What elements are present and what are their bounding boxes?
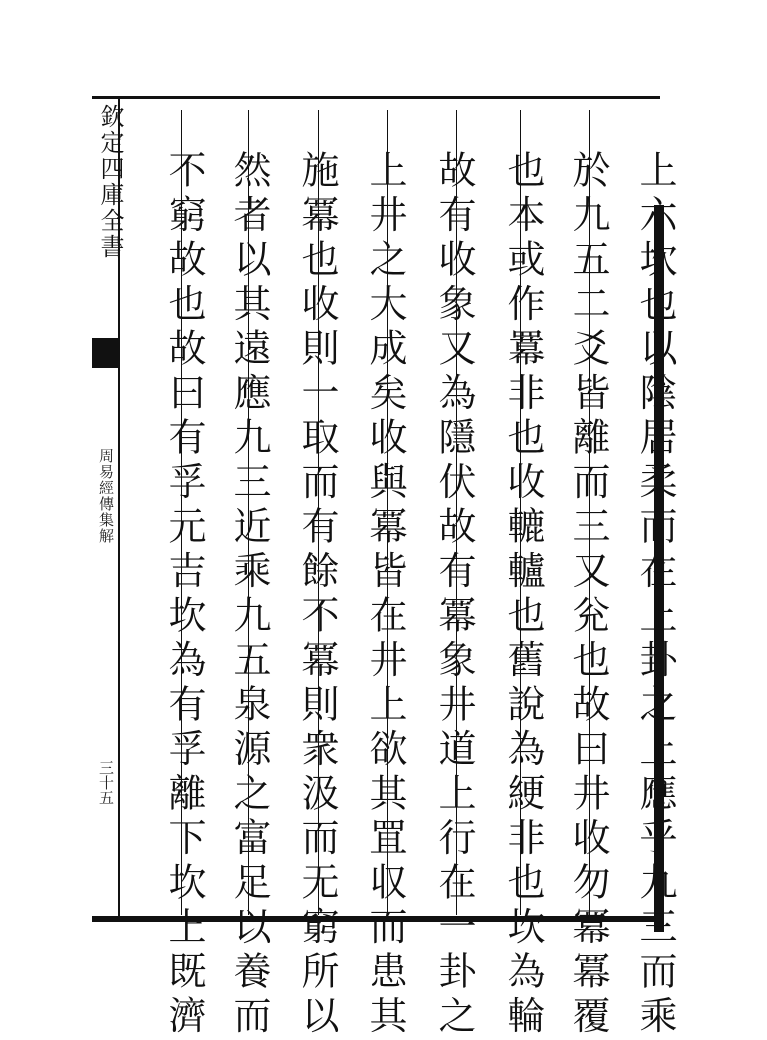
text-column-5: 上井之大成矣收與冪皆在井上欲其罝収而患其 xyxy=(363,150,407,1040)
page-number: 三十五 xyxy=(97,760,115,805)
text-column-3: 也本或作羃非也收轆轤也舊說為綆非也坎為輪 xyxy=(501,150,545,1040)
text-column-6: 施冪也收則一取而有餘不冪則衆汲而无窮所以 xyxy=(295,150,339,1040)
text-column-2: 於九五二爻皆離而三又兊也故曰井收勿冪冪覆 xyxy=(566,150,610,1040)
chapter-title: 周易經傳集解 xyxy=(97,448,115,544)
book-title: 欽定四庫全書 xyxy=(96,104,124,260)
text-column-1: 上六坎也以陰居柔而在上卦之上應乎九三而乘 xyxy=(633,150,677,1040)
text-column-4: 故有收象又為隱伏故有冪象井道上行在一卦之 xyxy=(432,150,476,1040)
text-column-8: 不窮故也故曰有孚元吉坎為有孚離下坎上既濟 xyxy=(162,150,206,1040)
fishtail-mark xyxy=(92,338,120,368)
text-column-7: 然者以其遠應九三近乘九五泉源之富足以養而 xyxy=(227,150,271,1040)
